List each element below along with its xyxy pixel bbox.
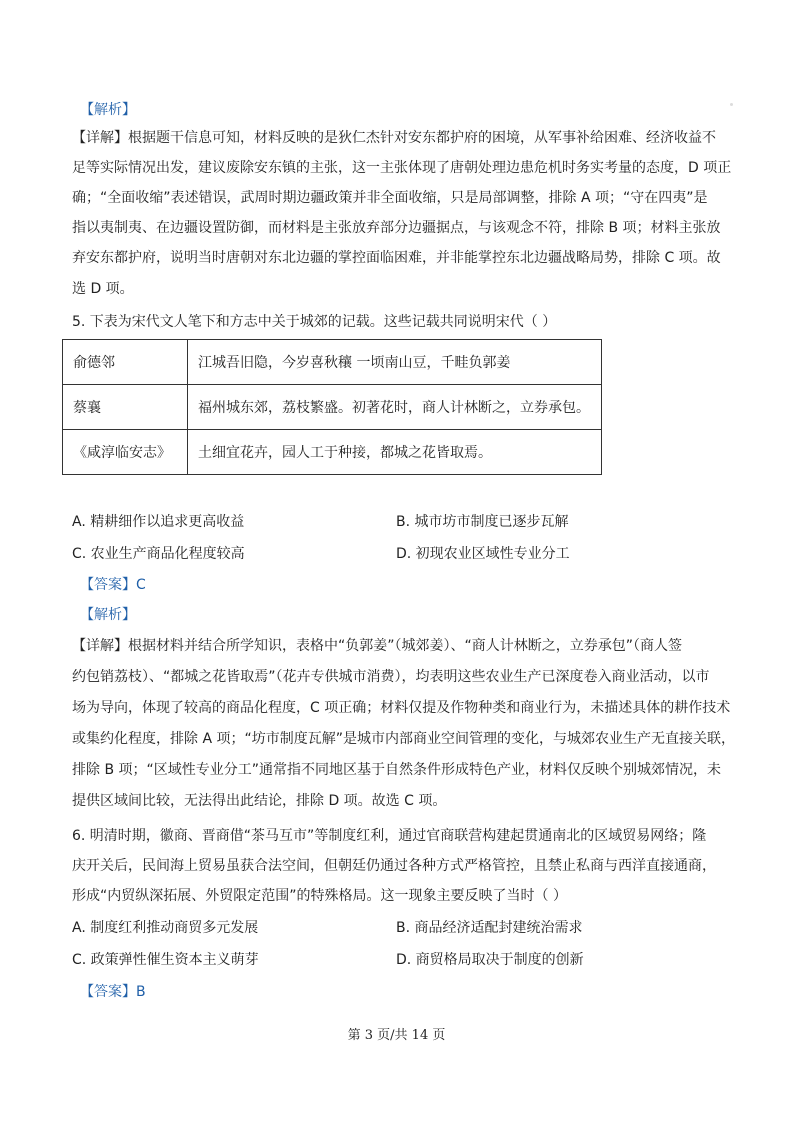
- detail-line: 约包销荔枝）、“都城之花皆取焉”（花卉专供城市消费），均表明这些农业生产已深度卷入商业活动，以市: [72, 669, 710, 685]
- analysis-tag: 【解析】: [80, 102, 136, 118]
- answer-tag: 【答案】B: [80, 984, 146, 1000]
- analysis-tag: 【解析】: [80, 607, 136, 623]
- detail-line: 或集约化程度，排除 A 项；“坊市制度瓦解”是城市内部商业空间管理的变化，与城郊农业生产无直接关联，: [72, 731, 735, 747]
- detail-line: 指以夷制夷、在边疆设置防御，而材料是主张放弃部分边疆据点，与该观念不符，排除 B 项；材料主张放: [72, 220, 721, 236]
- option-d: D. 初现农业区域性专业分工: [396, 546, 570, 562]
- option-c: C. 政策弹性催生资本主义萌芽: [72, 952, 259, 968]
- question-6-stem: 庆开关后，民间海上贸易虽获合法空间，但朝廷仍通过各种方式严格管控，且禁止私商与西洋直接通商，: [72, 858, 716, 874]
- question-5-stem: 5. 下表为宋代文人笔下和方志中关于城郊的记载。这些记载共同说明宋代（ ）: [72, 314, 557, 330]
- option-c: C. 农业生产商品化程度较高: [72, 546, 245, 562]
- detail-line: 选 D 项。: [72, 281, 134, 297]
- scan-speck: [730, 103, 733, 106]
- detail-line: 弃安东都护府，说明当时唐朝对东北边疆的掌控面临困难，并非能掌控东北边疆战略局势，排除 C 项。故: [72, 250, 721, 266]
- table-cell-record: 土细宜花卉，园人工于种接，都城之花皆取焉。: [188, 430, 602, 475]
- table-cell-record: 江城吾旧隐，今岁喜秋穰 一顷南山豆，千畦负郭姜: [188, 340, 602, 385]
- page-footer: 第 3 页/共 14 页: [347, 1028, 446, 1043]
- table-cell-source: 蔡襄: [63, 385, 188, 430]
- table-cell-source: 俞德邻: [63, 340, 188, 385]
- table-row: [63, 385, 602, 430]
- detail-line: 确；“全面收缩”表述错误，武周时期边疆政策并非全面收缩，只是局部调整，排除 A 项；“守在四夷”是: [72, 190, 708, 206]
- table-row: [63, 340, 602, 385]
- option-a: A. 精耕细作以追求更高收益: [72, 514, 245, 530]
- detail-line: 【详解】根据题干信息可知，材料反映的是狄仁杰针对安东都护府的困境，从军事补给困难、经济收益不: [72, 130, 716, 146]
- option-d: D. 商贸格局取决于制度的创新: [396, 952, 584, 968]
- option-b: B. 城市坊市制度已逐步瓦解: [396, 514, 569, 530]
- records-table: [62, 339, 602, 475]
- detail-line: 足等实际情况出发，建议废除安东镇的主张，这一主张体现了唐朝处理边患危机时务实考量的态度，D 项正: [72, 160, 732, 176]
- table-cell-record: 福州城东郊，荔枝繁盛。初著花时，商人计林断之，立券承包。: [188, 385, 602, 430]
- answer-tag: 【答案】C: [80, 577, 146, 593]
- option-a: A. 制度红利推动商贸多元发展: [72, 920, 259, 936]
- option-b: B. 商品经济适配封建统治需求: [396, 920, 583, 936]
- table-cell-source: 《咸淳临安志》: [63, 430, 188, 475]
- detail-line: 【详解】根据材料并结合所学知识，表格中“负郭姜”（城郊姜）、“商人计林断之，立券承包”（商人签: [72, 638, 683, 654]
- table-row: [63, 430, 602, 475]
- question-6-stem: 形成“内贸纵深拓展、外贸限定范围”的特殊格局。这一现象主要反映了当时（ ）: [72, 888, 567, 904]
- detail-line: 场为导向，体现了较高的商品化程度，C 项正确；材料仅提及作物种类和商业行为，未描述具体的耕作技术: [72, 700, 731, 716]
- question-6-stem: 6. 明清时期，徽商、晋商借“茶马互市”等制度红利，通过官商联营构建起贯通南北的区域贸易网络；隆: [72, 828, 707, 844]
- detail-line: 排除 B 项；“区域性专业分工”通常指不同地区基于自然条件形成特色产业，材料仅反映个别城郊情况，未: [72, 762, 722, 778]
- detail-line: 提供区域间比较，无法得出此结论，排除 D 项。故选 C 项。: [72, 793, 447, 809]
